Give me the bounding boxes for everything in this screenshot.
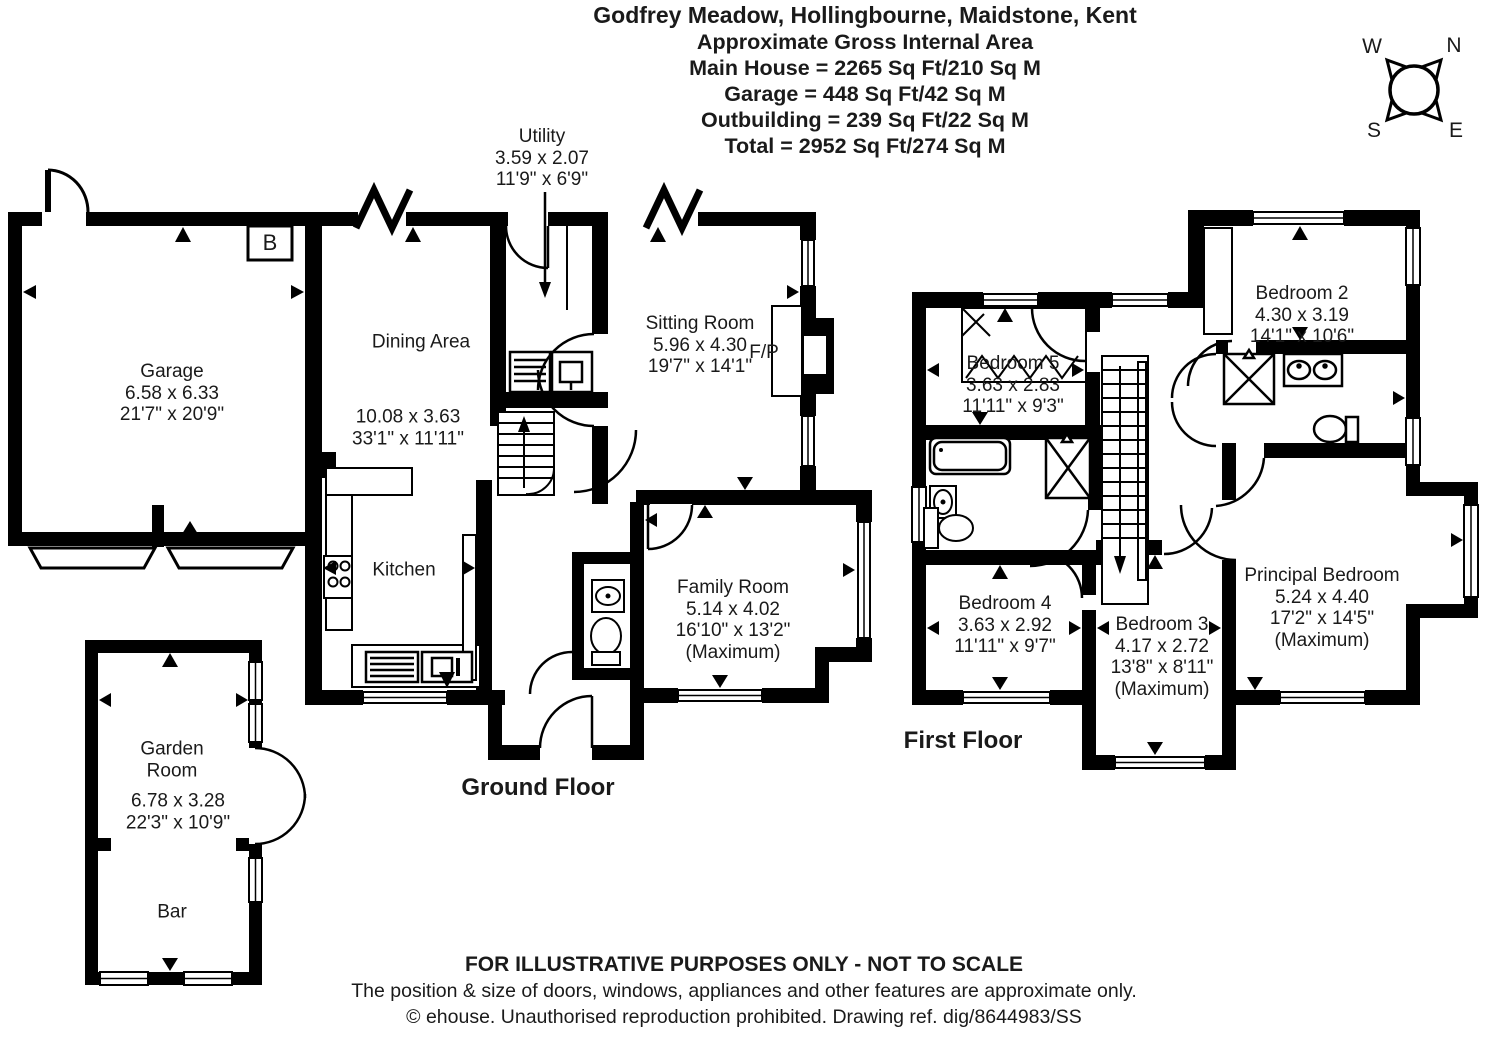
door-arc xyxy=(506,226,548,268)
room-label-bar xyxy=(157,901,187,923)
wc-sink-icon xyxy=(592,580,624,612)
room-name: Dining Area xyxy=(371,331,471,353)
room-name: Bar xyxy=(157,901,187,923)
room-name: Utility xyxy=(518,125,566,147)
compass-east-label: E xyxy=(1448,119,1464,142)
compass-north-label: N xyxy=(1446,34,1462,57)
room-name: Garden Room xyxy=(140,738,204,781)
area-outbuilding: Outbuilding = 239 Sq Ft/22 Sq M xyxy=(701,108,1029,132)
toilet-icon xyxy=(1314,416,1358,442)
room-label-kitchen xyxy=(372,559,435,581)
room-note: (Maximum) xyxy=(1114,678,1210,700)
room-dim-imperial: 11'11" x 9'7" xyxy=(954,635,1056,657)
room-label-principal-bedroom xyxy=(1244,565,1399,651)
room-label-bedroom3 xyxy=(1111,614,1214,700)
area-main-house: Main House = 2265 Sq Ft/210 Sq M xyxy=(689,56,1041,80)
room-dim-imperial: 19'7" x 14'1" xyxy=(647,355,753,377)
bath-icon xyxy=(930,438,1010,474)
room-note: (Maximum) xyxy=(685,641,781,663)
room-dims-garden-room xyxy=(126,791,230,834)
room-dim-imperial: 14'1" x 10'6" xyxy=(1249,325,1355,347)
garage-door-icon xyxy=(30,548,293,568)
fireplace-label: F/P xyxy=(749,342,779,363)
closet-outline xyxy=(1204,228,1232,334)
window-icon xyxy=(856,522,872,638)
area-garage: Garage = 448 Sq Ft/42 Sq M xyxy=(724,82,1006,106)
compass-south-label: S xyxy=(1366,119,1382,142)
room-dim-metric: 4.17 x 2.72 xyxy=(1114,635,1210,657)
stairs-up-icon xyxy=(498,412,554,495)
room-label-bedroom5 xyxy=(962,353,1063,418)
window-icon xyxy=(363,690,447,705)
door-arc xyxy=(648,505,692,549)
shower-icon xyxy=(1224,350,1274,404)
boiler-label: B xyxy=(262,230,278,255)
room-name: Bedroom 3 xyxy=(1115,614,1209,635)
washer-icon xyxy=(510,352,550,392)
door-arc xyxy=(255,748,305,798)
room-dim-metric: 5.14 x 4.02 xyxy=(685,598,781,620)
window-icon xyxy=(800,240,816,286)
room-dim-metric: 3.63 x 2.92 xyxy=(957,614,1053,636)
door-arc xyxy=(540,696,592,748)
fireplace-icon xyxy=(772,306,834,396)
room-dim-metric: 3.63 x 2.83 xyxy=(965,374,1061,396)
double-sink-icon xyxy=(1284,354,1342,386)
wall-break-icon xyxy=(646,190,700,228)
utility-sink-icon xyxy=(552,352,592,392)
room-dim-imperial: 21'7" x 20'9" xyxy=(119,403,225,425)
title-subtitle: Approximate Gross Internal Area xyxy=(696,30,1034,54)
room-dim-imperial: 11'9" x 6'9" xyxy=(495,168,589,190)
room-name: Kitchen xyxy=(372,559,436,581)
room-name: Bedroom 2 xyxy=(1255,282,1349,304)
dining-kitchen-walls xyxy=(305,212,608,705)
room-dim-imperial: 13'8" x 8'11" xyxy=(1110,657,1214,678)
first-floor-label: First Floor xyxy=(903,727,1023,754)
room-name: Family Room xyxy=(677,577,789,598)
compass-rose-icon xyxy=(1387,60,1441,120)
room-dim-metric: 6.58 x 6.33 xyxy=(124,382,220,404)
room-dim-metric: 5.24 x 4.40 xyxy=(1274,586,1370,608)
room-dim-metric: 3.59 x 2.07 xyxy=(494,147,590,169)
room-label-utility xyxy=(495,126,589,191)
room-label-sitting xyxy=(646,313,755,378)
page-title: Godfrey Meadow, Hollingbourne, Maidstone, Kent xyxy=(593,2,1137,28)
room-dim-metric: 10.08 x 3.63 xyxy=(355,406,461,428)
footer-approximate-note: The position & size of doors, windows, appliances and other features are approximate only. xyxy=(351,980,1137,1002)
title-block xyxy=(520,2,1210,159)
room-dim-metric: 5.96 x 4.30 xyxy=(652,334,748,356)
room-dim-imperial: 16'10" x 13'2" xyxy=(675,620,791,641)
footer-copyright: © ehouse. Unauthorised reproduction prohibited. Drawing ref. dig/8644983/SS xyxy=(406,1006,1082,1028)
room-label-bedroom4 xyxy=(954,593,1055,658)
wall-break-icon xyxy=(356,190,410,228)
room-dim-imperial: 11'11" x 9'3" xyxy=(962,395,1064,417)
room-label-family xyxy=(676,577,791,663)
room-dim-metric: 6.78 x 3.28 xyxy=(130,790,226,812)
footer-disclaimer: FOR ILLUSTRATIVE PURPOSES ONLY - NOT TO SCALE xyxy=(464,953,1024,976)
room-label-garage xyxy=(120,361,224,426)
ground-floor-label: Ground Floor xyxy=(461,774,615,801)
window-icon xyxy=(678,688,762,703)
kitchen-sink-icon xyxy=(366,652,472,682)
room-dim-metric: 4.30 x 3.19 xyxy=(1254,304,1350,326)
room-label-garden-room xyxy=(122,739,222,782)
shower-icon xyxy=(1046,434,1090,498)
room-label-bedroom2 xyxy=(1250,283,1354,348)
door-arc xyxy=(255,794,305,844)
stairs-down-icon xyxy=(1102,356,1148,604)
garage-walls xyxy=(8,212,322,705)
toilet-icon xyxy=(591,618,621,665)
room-note: (Maximum) xyxy=(1274,629,1370,651)
room-name: Principal Bedroom xyxy=(1244,565,1400,586)
room-name: Garage xyxy=(140,360,204,382)
room-dim-imperial: 22'3" x 10'9" xyxy=(125,812,231,833)
compass-west-label: W xyxy=(1362,35,1382,58)
door-arc xyxy=(48,170,88,212)
room-dim-imperial: 17'2" x 14'5" xyxy=(1269,608,1375,629)
room-name: Sitting Room xyxy=(645,312,755,334)
room-dims-dining xyxy=(352,407,464,450)
room-name: Bedroom 5 xyxy=(966,352,1060,374)
room-dim-imperial: 33'1" x 11'11" xyxy=(352,428,464,449)
window-icon xyxy=(800,416,816,466)
hob-icon xyxy=(324,556,352,598)
room-label-dining xyxy=(361,331,481,353)
footer-block xyxy=(0,952,1488,1030)
room-name: Bedroom 4 xyxy=(958,592,1052,614)
door-arc xyxy=(530,652,572,694)
area-total: Total = 2952 Sq Ft/274 Sq M xyxy=(724,134,1006,158)
